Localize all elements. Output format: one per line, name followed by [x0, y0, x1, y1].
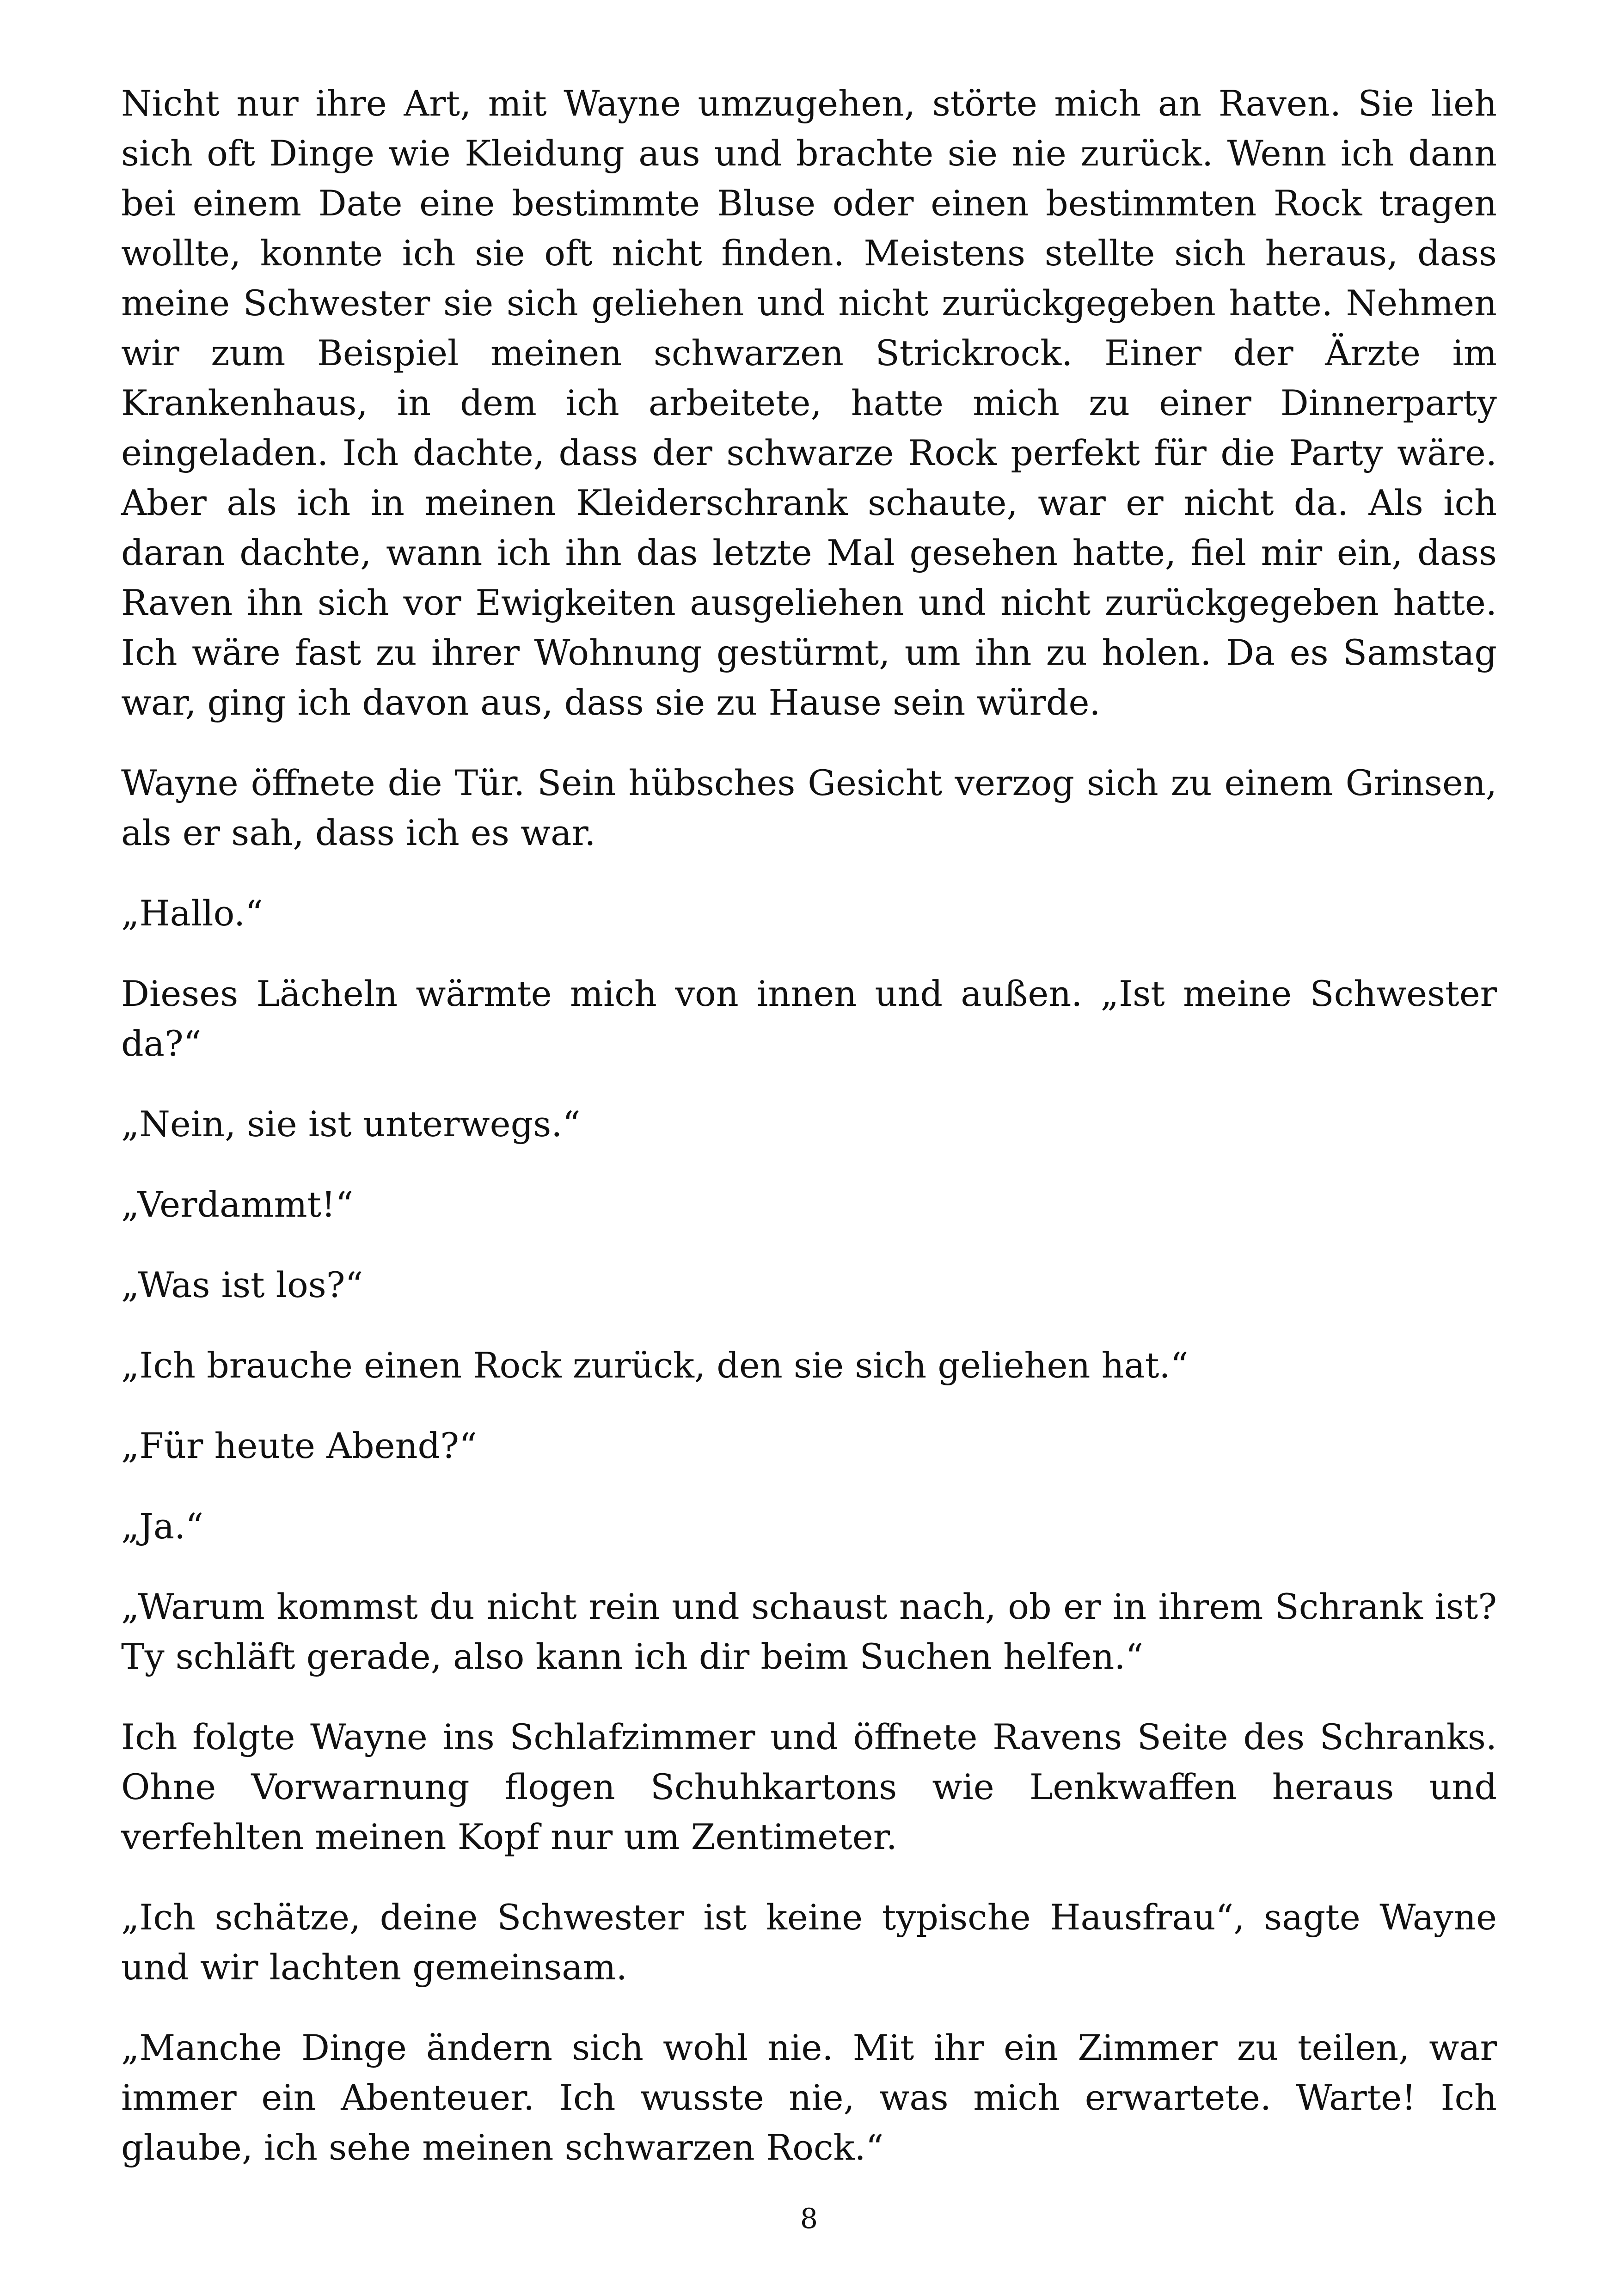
paragraph-1: Nicht nur ihre Art, mit Wayne umzugehen, störte mich an Raven. Sie lieh sich oft Dinge wie Kleidung aus und brachte sie nie zurück. Wenn ich dann bei einem Date eine bestimmte Bluse oder einen bestimmten Rock tragen wollte, konnte ich sie oft nicht finden. Meistens stellte sich heraus, dass meine Schwester sie sich geliehen und nicht zurückgegeben hatte. Nehmen wir zum Beispiel meinen schwarzen Strickrock. Einer der Ärzte im Krankenhaus, in dem ich arbeitete, hatte mich zu einer Dinnerparty eingeladen. Ich dachte, dass der schwarze Rock perfekt für die Party wäre. Aber als ich in meinen Kleiderschrank schaute, war er nicht da. Als ich daran dachte, wann ich ihn das letzte Mal gesehen hatte, fiel mir ein, dass Raven ihn sich vor Ewigkeiten ausgeliehen und nicht zurückgegeben hatte. Ich wäre fast zu ihrer Wohnung gestürmt, um ihn zu holen. Da es Samstag war, ging ich davon aus, dass sie zu Hause sein würde. [121, 83, 1497, 723]
paragraph-3: „Hallo.“ [121, 893, 264, 934]
paragraph-11: „Warum kommst du nicht rein und schaust nach, ob er in ihrem Schrank ist? Ty schläft gerade, also kann ich dir beim Suchen helfen.“ [121, 1586, 1497, 1677]
page-body [121, 79, 1497, 2203]
paragraph-4: Dieses Lächeln wärmte mich von innen und außen. „Ist meine Schwester da?“ [121, 973, 1497, 1064]
paragraph-2: Wayne öffnete die Tür. Sein hübsches Gesicht verzog sich zu einem Grinsen, als er sah, dass ich es war. [121, 762, 1497, 853]
paragraph-8: „Ich brauche einen Rock zurück, den sie sich geliehen hat.“ [121, 1345, 1189, 1386]
paragraph-13: „Ich schätze, deine Schwester ist keine typische Hausfrau“, sagte Wayne und wir lachten gemeinsam. [121, 1897, 1497, 1988]
paragraph-7: „Was ist los?“ [121, 1264, 363, 1305]
page-number: 8 [800, 2203, 818, 2235]
paragraph-5: „Nein, sie ist unterwegs.“ [121, 1103, 581, 1145]
paragraph-14: „Manche Dinge ändern sich wohl nie. Mit ihr ein Zimmer zu teilen, war immer ein Abenteuer. Ich wusste nie, was mich erwartete. Warte! Ich glaube, ich sehe meinen schwarzen Rock.“ [121, 2027, 1497, 2168]
paragraph-6: „Verdammt!“ [121, 1184, 354, 1225]
paragraph-12: Ich folgte Wayne ins Schlafzimmer und öffnete Ravens Seite des Schranks. Ohne Vorwarnung flogen Schuhkartons wie Lenkwaffen heraus und verfehlten meinen Kopf nur um Zentimeter. [121, 1716, 1497, 1857]
paragraph-9: „Für heute Abend?“ [121, 1425, 477, 1466]
paragraph-10: „Ja.“ [121, 1506, 204, 1547]
